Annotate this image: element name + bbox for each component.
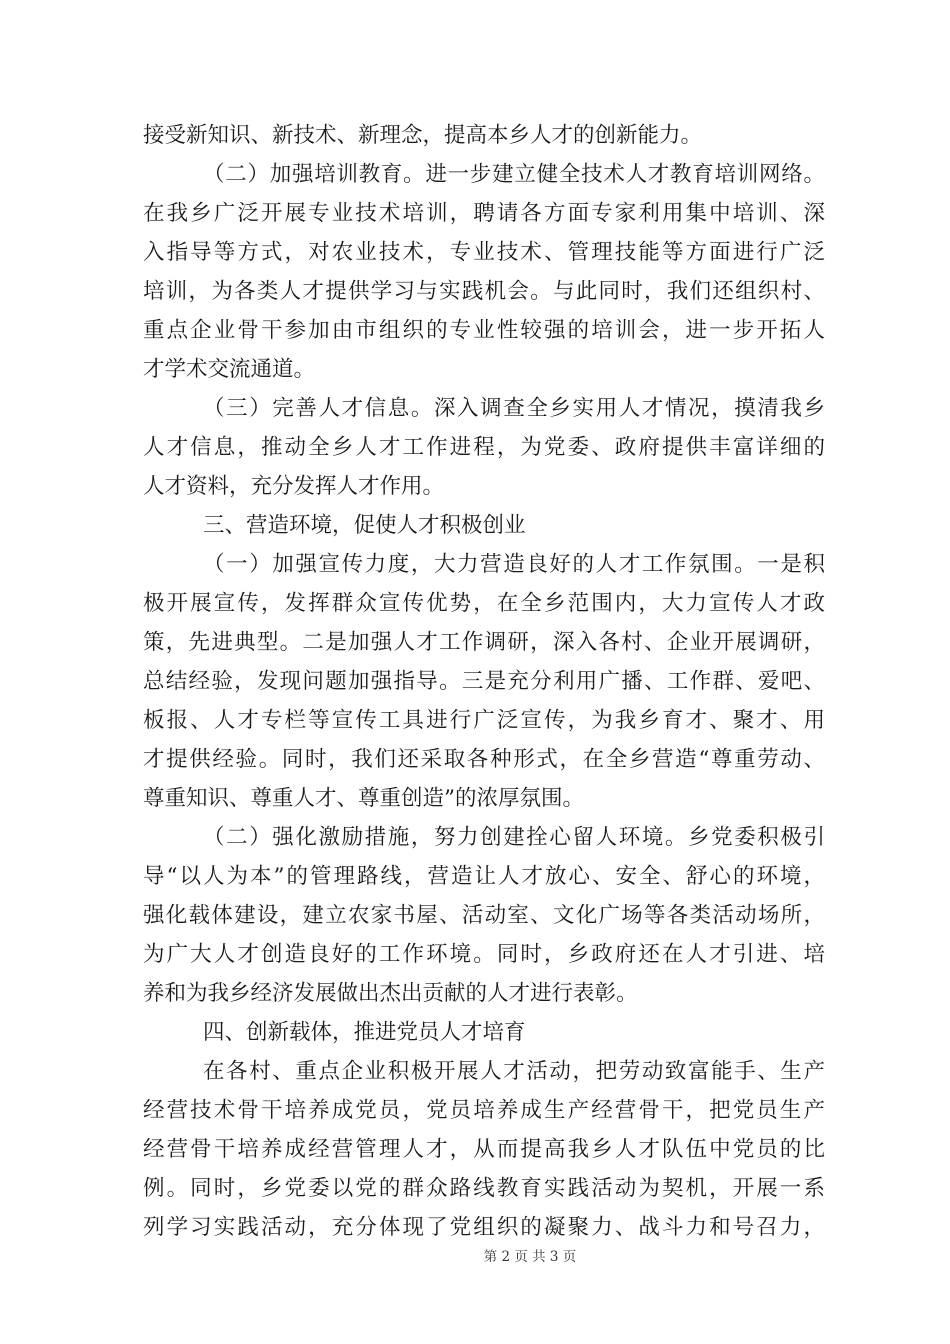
paragraph-line: （一）加强宣传力度，大力营造良好的人才工作氛围。一是积 [203,552,825,577]
paragraph-line: 入指导等方式，对农业技术，专业技术、管理技能等方面进行广泛 [143,240,825,265]
paragraph-line: 人才资料，充分发挥人才作用。 [143,474,445,499]
document-body [143,116,825,1247]
paragraph-line: 强化载体建设，建立农家书屋、活动室、文化广场等各类活动场所， [143,903,825,928]
paragraph-line: （二）加强培训教育。进一步建立健全技术人才教育培训网络。 [203,162,825,187]
section-heading: 三、营造环境，促使人才积极创业 [203,513,526,538]
paragraph-line: 人才信息，推动全乡人才工作进程，为党委、政府提供丰富详细的 [143,435,825,460]
paragraph-line: 经营骨干培养成经营管理人才，从而提高我乡人才队伍中党员的比 [143,1137,825,1162]
paragraph-line: （三）完善人才信息。深入调查全乡实用人才情况，摸清我乡 [203,396,825,421]
paragraph-line: 才学术交流通道。 [143,357,316,382]
paragraph-line: 培训，为各类人才提供学习与实践机会。与此同时，我们还组织村、 [143,279,825,304]
page-number-label: 第 2 页 共 3 页 [483,1249,577,1265]
paragraph-line: 为广大人才创造良好的工作环境。同时，乡政府还在人才引进、培 [143,942,825,967]
section-heading: 四、创新载体，推进党员人才培育 [203,1020,526,1045]
paragraph-line: （二）强化激励措施，努力创建拴心留人环境。乡党委积极引 [203,825,825,850]
page-footer [0,1245,950,1265]
paragraph-line: 在各村、重点企业积极开展人才活动，把劳动致富能手、生产 [203,1059,825,1084]
paragraph-line: 极开展宣传，发挥群众宣传优势，在全乡范围内，大力宣传人才政 [143,591,825,616]
paragraph-line: 尊重知识、尊重人才、尊重创造”的浓厚氛围。 [143,786,584,811]
paragraph-line: 在我乡广泛开展专业技术培训，聘请各方面专家利用集中培训、深 [143,201,825,226]
paragraph-line: 板报、人才专栏等宣传工具进行广泛宣传，为我乡育才、聚才、用 [143,708,825,733]
paragraph-line: 例。同时，乡党委以党的群众路线教育实践活动为契机，开展一系 [143,1176,825,1201]
paragraph-line: 列学习实践活动，充分体现了党组织的凝聚力、战斗力和号召力， [143,1215,825,1240]
paragraph-line: 策，先进典型。二是加强人才工作调研，深入各村、企业开展调研， [143,630,825,655]
paragraph-line: 经营技术骨干培养成党员，党员培养成生产经营骨干，把党员生产 [143,1098,825,1123]
paragraph-line: 接受新知识、新技术、新理念，提高本乡人才的创新能力。 [143,123,703,148]
paragraph-line: 才提供经验。同时，我们还采取各种形式，在全乡营造“尊重劳动、 [143,747,825,772]
paragraph-line: 重点企业骨干参加由市组织的专业性较强的培训会，进一步开拓人 [143,318,825,343]
paragraph-line: 养和为我乡经济发展做出杰出贡献的人才进行表彰。 [143,981,638,1006]
paragraph-line: 导“以人为本”的管理路线，营造让人才放心、安全、舒心的环境， [143,864,825,889]
paragraph-line: 总结经验，发现问题加强指导。三是充分利用广播、工作群、爱吧、 [143,669,825,694]
